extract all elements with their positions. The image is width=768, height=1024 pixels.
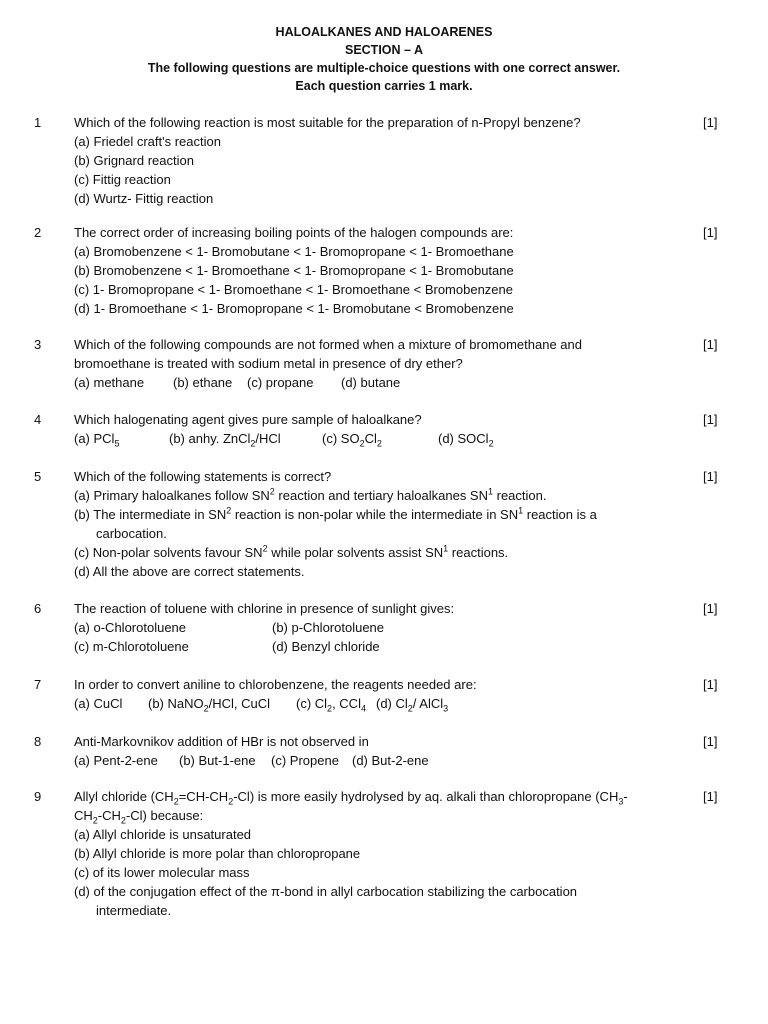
option-d: (d) SOCl$_2$ [438,431,494,449]
option-b: (b) p-Chlorotoluene [272,620,385,635]
option-d: (d) $Cl_2/$ AlCl$_3$ [376,696,449,714]
option-a: (a) Bromobenzene < 1- Bromobutane < 1- Bromopropane < 1- Bromoethane [74,244,514,259]
option-d-continued: intermediate. [96,903,172,918]
question-mark: [1] [703,601,718,616]
option-b: (b) Grignard reaction [74,153,194,168]
question-text: Which halogenating agent gives pure sample of haloalkane? [74,412,422,427]
option-c: (c) 1- Bromopropane < 1- Bromoethane < 1- Bromoethane < Bromobenzene [74,282,513,297]
question-body [74,732,649,770]
option-d: (d) butane [341,375,401,390]
option-a: (a) PCl$_5$ [74,431,120,449]
option-a: (a) Pent-2-ene [74,753,158,768]
question-text: Which of the following reaction is most suitable for the preparation of n-Propyl benzene? [74,115,581,130]
question-text-line-2: $CH_2-CH_2-Cl$) because: [74,808,204,826]
option-d: (d) Benzyl chloride [272,639,380,654]
question-body [74,787,649,920]
question-number: 7 [34,677,42,692]
option-b: (b) anhy. ZnCl$_2$/HCl [169,431,281,449]
option-a: (a) Primary haloalkanes follow $SN^2$ reaction and tertiary haloalkanes $SN^1$ reaction. [74,486,547,503]
page-title: HALOALKANES AND HALOARENES [275,25,493,39]
question-text-line-2: bromoethane is treated with sodium metal in presence of dry ether? [74,356,463,371]
option-c: (c) propane [247,375,314,390]
question-mark: [1] [703,115,718,130]
question-text: In order to convert aniline to chlorobenzene, the reagents needed are: [74,677,477,692]
option-a: (a) CuCl [74,696,123,711]
question-text: The correct order of increasing boiling points of the halogen compounds are: [74,225,514,240]
option-d: (d) All the above are correct statements. [74,564,305,579]
question-body [74,675,649,713]
question-mark: [1] [703,337,718,352]
question-body [74,113,649,208]
option-b-continued: carbocation. [96,526,167,541]
question-mark: [1] [703,412,718,427]
question-number: 4 [34,412,42,427]
question-number: 3 [34,337,42,352]
option-c: (c) Propene [271,753,339,768]
question-mark: [1] [703,734,718,749]
option-d: (d) Wurtz- Fittig reaction [74,191,214,206]
question-text-line-1: Which of the following compounds are not formed when a mixture of bromomethane and [74,337,582,352]
options-row [74,694,649,713]
option-d: (d) of the conjugation effect of the π-bond in allyl carbocation stabilizing the carbocation [74,884,578,899]
option-c: (c) of its lower molecular mass [74,865,250,880]
option-a: (a) Friedel craft's reaction [74,134,221,149]
option-a: (a) Allyl chloride is unsaturated [74,827,252,842]
option-b: (b) NaNO$_2$/HCl, CuCl [148,696,271,714]
question-number: 9 [34,789,42,804]
options-row-2 [74,637,649,656]
question-body [74,223,649,318]
option-b: (b) ethane [173,375,233,390]
question-body [74,599,649,656]
question-mark: [1] [703,469,718,484]
question-number: 8 [34,734,42,749]
option-c: (c) m-Chlorotoluene [74,639,189,654]
question-mark: [1] [703,677,718,692]
option-c: (c) $Cl_2$, CCl$_4$ [296,696,366,714]
options-row [74,429,649,448]
option-d: (d) But-2-ene [352,753,429,768]
option-b: (b) Bromobenzene < 1- Bromoethane < 1- Bromopropane < 1- Bromobutane [74,263,514,278]
question-mark: [1] [703,225,718,240]
question-number: 5 [34,469,42,484]
section-title: SECTION – A [344,43,424,57]
option-c: (c) Fittig reaction [74,172,171,187]
options-row-1 [74,618,649,637]
option-a: (a) methane [74,375,145,390]
option-d: (d) 1- Bromoethane < 1- Bromopropane < 1- Bromobutane < Bromobenzene [74,301,514,316]
option-c: (c) $SO_2Cl_2$ [322,431,382,449]
question-body [74,410,649,448]
question-mark: [1] [703,789,718,804]
option-a: (a) o-Chlorotoluene [74,620,187,635]
question-body [74,467,649,581]
question-body [74,335,649,392]
option-b: (b) The intermediate in $SN^2$ reaction is non-polar while the intermediate in $SN^1$ reaction is a [74,505,597,522]
option-c: (c) Non-polar solvents favour $SN^2$ while polar solvents assist $SN^1$ reactions. [74,543,509,560]
question-text-line-1: Allyl chloride $(CH_2=CH-CH_2-Cl)$ is more easily hydrolysed by aq. alkali than chloropropane ($CH_3-$ [74,789,628,807]
options-row [74,373,649,392]
instruction-line-2: Each question carries 1 mark. [295,79,473,93]
question-number: 2 [34,225,42,240]
question-number: 6 [34,601,42,616]
option-b: (b) But-1-ene [179,753,256,768]
option-b: (b) Allyl chloride is more polar than chloropropane [74,846,361,861]
question-text: Anti-Markovnikov addition of HBr is not observed in [74,734,369,749]
instruction-line-1: The following questions are multiple-choice questions with one correct answer. [147,61,621,75]
question-number: 1 [34,115,42,130]
question-text: Which of the following statements is correct? [74,469,332,484]
page-header [0,23,768,95]
options-row [74,751,649,770]
question-text: The reaction of toluene with chlorine in presence of sunlight gives: [74,601,455,616]
